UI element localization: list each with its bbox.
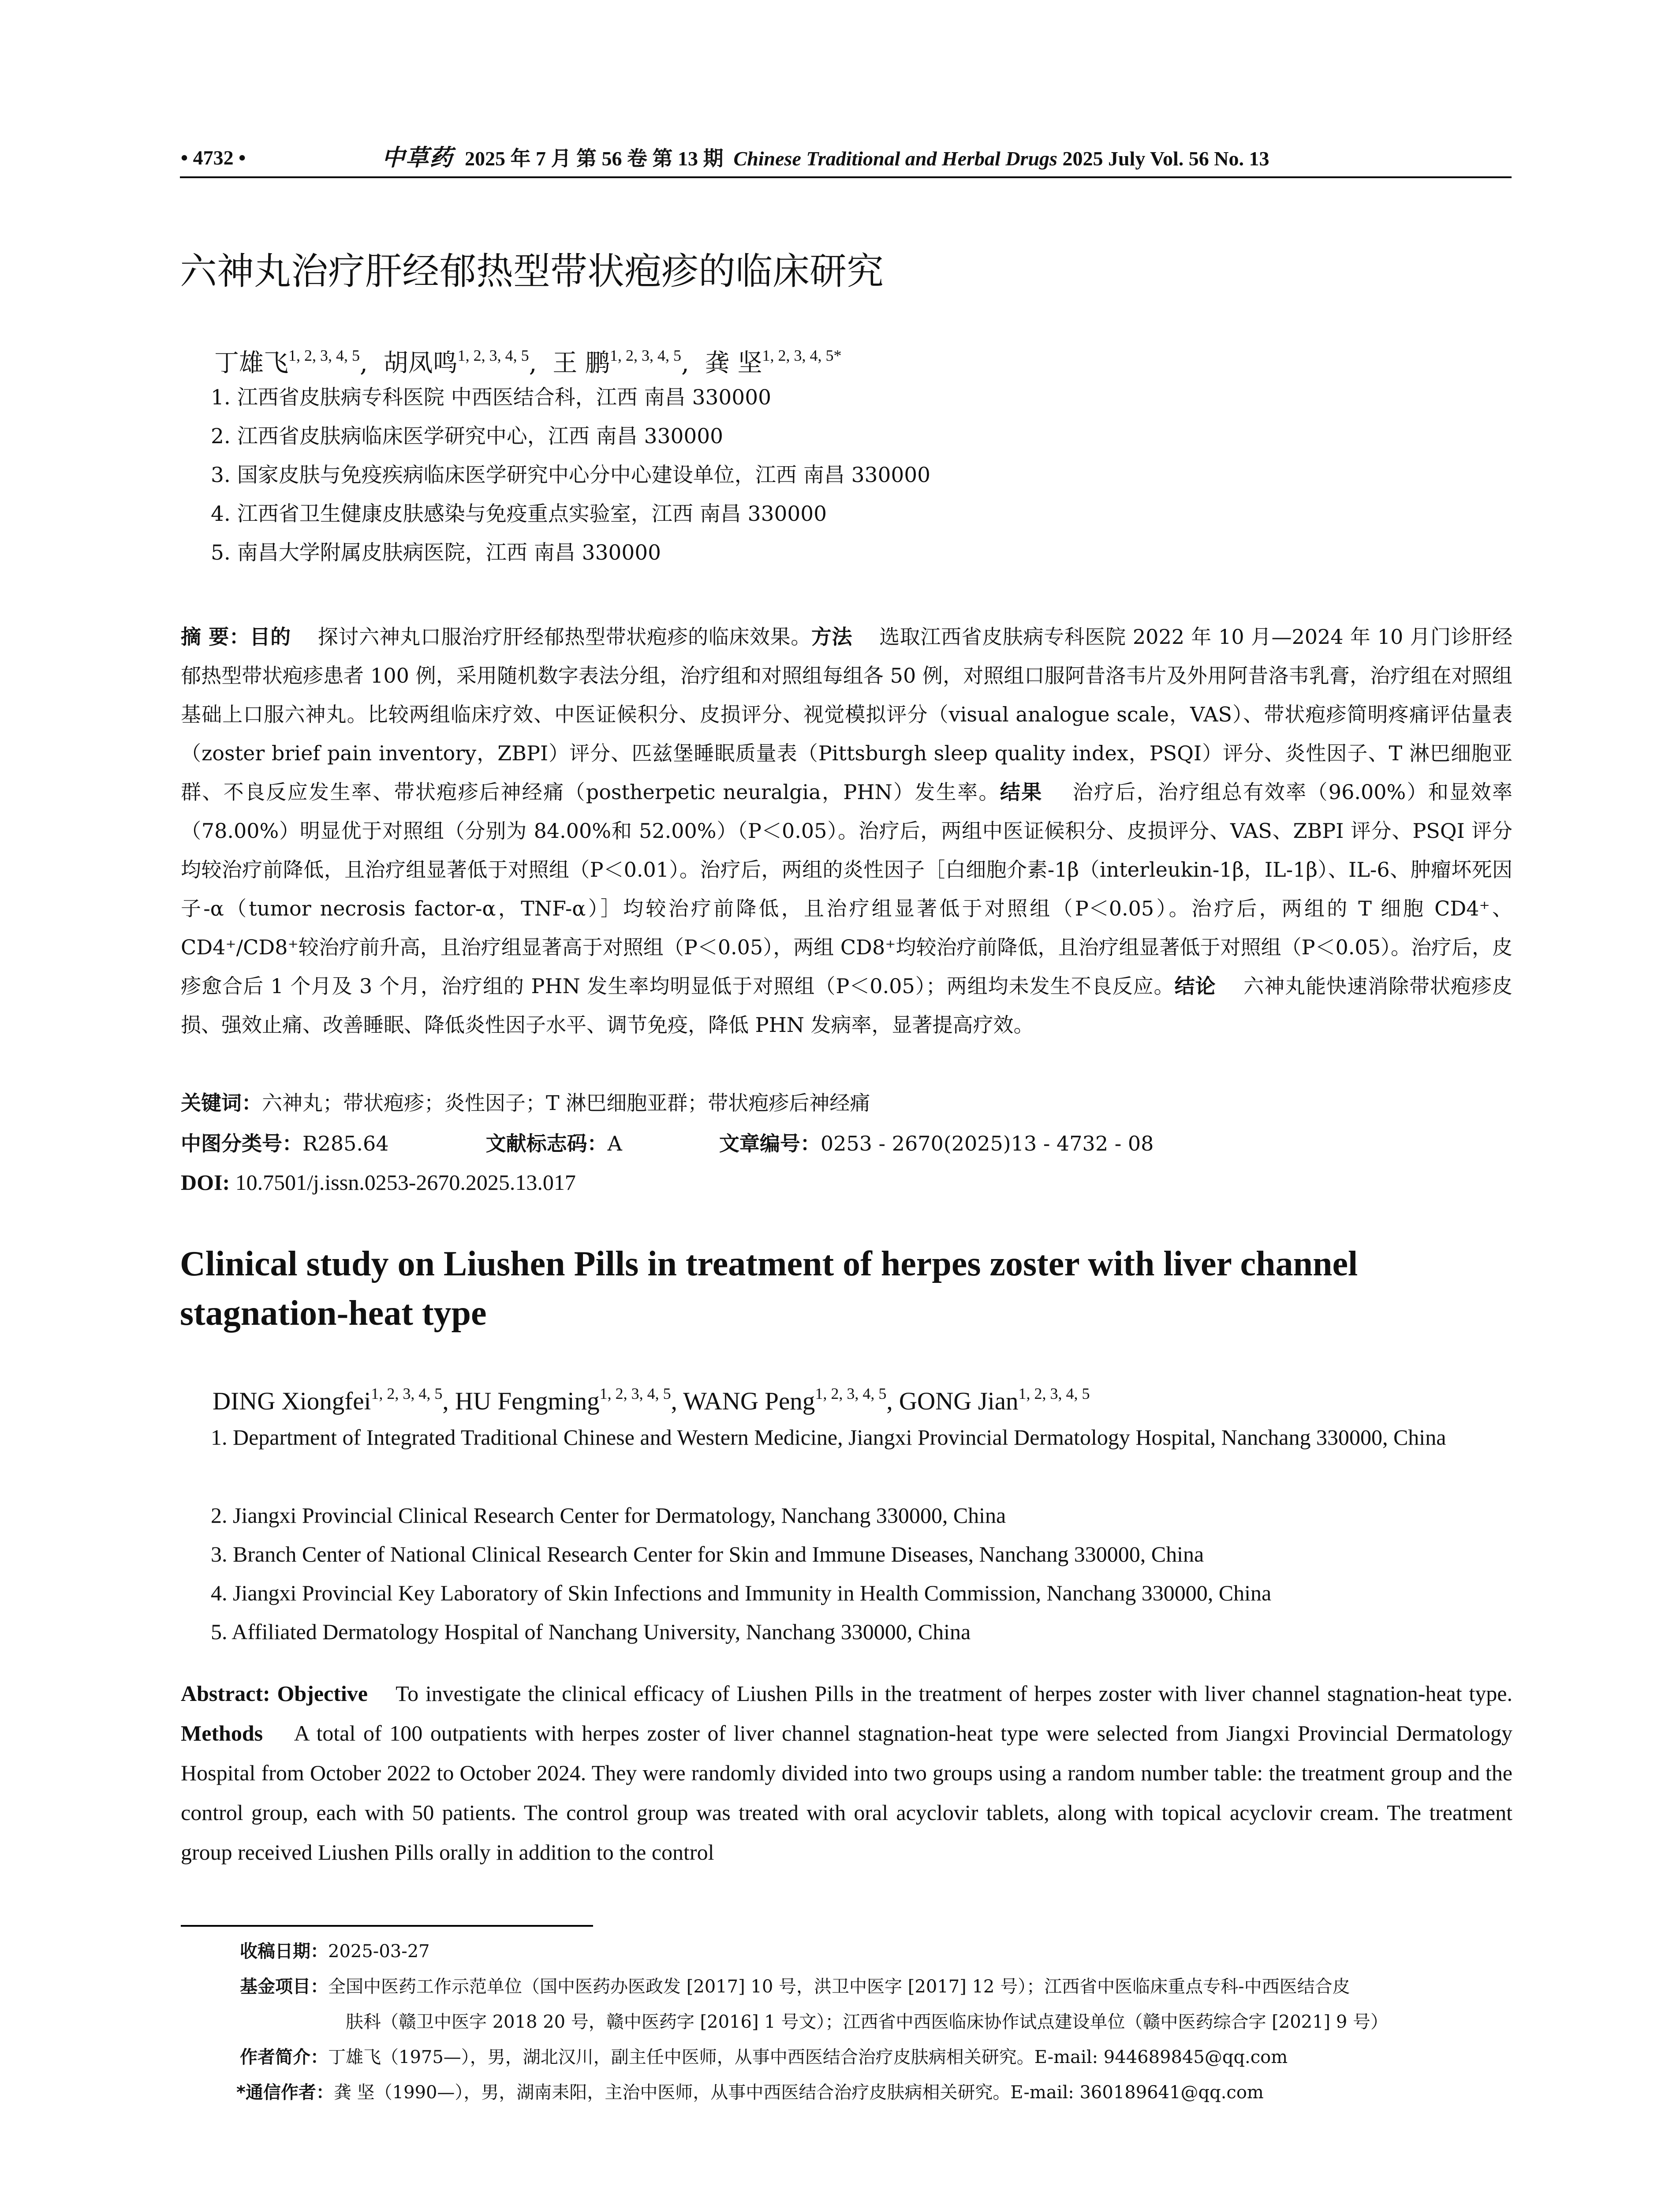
- footnote-author: 作者简介：丁雄飞（1975—），男，湖北汉川，副主任中医师，从事中西医结合治疗皮肤病相关研究。E-mail: 944689845@qq.com: [240, 2047, 1288, 2067]
- affiliation-cn: 3. 国家皮肤与免疫疾病临床医学研究中心分中心建设单位，江西 南昌 330000: [211, 463, 931, 487]
- results-label: 结果: [1000, 780, 1043, 804]
- author-cn: 龚 坚$^{1, 2, 3, 4, 5*}$: [705, 347, 842, 377]
- footnote-received: 收稿日期：2025-03-27: [240, 1941, 430, 1962]
- keywords-text: 六神丸；带状疱疹；炎性因子；T 淋巴细胞亚群；带状疱疹后神经痛: [262, 1091, 870, 1115]
- clc-label: 中图分类号：: [181, 1132, 302, 1155]
- conclusion-label: 结论: [1174, 974, 1216, 998]
- title-en: Clinical study on Liushen Pills in treatment of herpes zoster with liver channel stagnation-heat type: [180, 1245, 1358, 1333]
- methods-en-text: A total of 100 outpatients with herpes zoster of liver channel stagnation-heat type were selected from Jiangxi Provincial Dermatology Hospital from October 2022 to October 2024. They were randomly divided into two groups using a random number table: the treatment group and the control group, each with 50 patients. The control group was treated with oral acyclovir tablets, along with topical acyclovir cream. The treatment group received Liushen Pills orally in addition to the control: [181, 1721, 1513, 1865]
- doi: [181, 1167, 576, 1198]
- classification: [181, 1128, 1154, 1159]
- doc-code-value: A: [607, 1132, 622, 1155]
- journal-header: [382, 145, 1269, 172]
- affiliation-cn: 5. 南昌大学附属皮肤病医院，江西 南昌 330000: [211, 541, 661, 565]
- objective-label: 目的: [250, 625, 291, 649]
- methods-text: 选取江西省皮肤病专科医院 2022 年 10 月—2024 年 10 月门诊肝经郁热型带状疱疹患者 100 例，采用随机数字表法分组，治疗组和对照组每组各 50 例，对照组口服阿昔洛韦片及外用阿昔洛韦乳膏，治疗组在对照组基础上口服六神丸。比较两组临床疗效、中医证候积分、皮损评分、视觉模拟评分（visual analogue scale，VAS）、带状疱疹简明疼痛评估量表（zoster brief pain inventory，ZBPI）评分、匹兹堡睡眠质量表（Pittsburgh sleep quality index，PSQI）评分、炎性因子、T 淋巴细胞亚群、不良反应发生率、带状疱疹后神经痛（postherpetic neuralgia，PHN）发生率。: [181, 625, 1512, 804]
- results-text: 治疗后，治疗组总有效率（96.00%）和显效率（78.00%）明显优于对照组（分别为 84.00%和 52.00%）（P＜0.05）。治疗后，两组中医证候积分、皮损评分、VAS、ZBPI 评分、PSQI 评分均较治疗前降低，且治疗组显著低于对照组（P＜0.01）。治疗后，两组的炎性因子［白细胞介素-1β（interleukin-1β，IL-1β）、IL-6、肿瘤坏死因子-α（tumor necrosis factor-α，TNF-α）］均较治疗前降低，且治疗组显著低于对照组（P＜0.05）。治疗后，两组的 T 细胞 CD4⁺、CD4⁺/CD8⁺较治疗前升高，且治疗组显著高于对照组（P＜0.05），两组 CD8⁺均较治疗前降低，且治疗组显著低于对照组（P＜0.05）。治疗后，皮疹愈合后 1 个月及 3 个月，治疗组的 PHN 发生率均明显低于对照组（P＜0.05）；两组均未发生不良反应。: [181, 780, 1512, 998]
- journal-name-en: Chinese Traditional and Herbal Drugs: [733, 147, 1057, 170]
- keywords: [181, 1088, 870, 1118]
- footnote-rule: [181, 1925, 593, 1927]
- affiliation-en: 1. Department of Integrated Traditional Chinese and Western Medicine, Jiangxi Provincial Dermatology Hospital, Nanchang 330000, China: [211, 1425, 1446, 1450]
- affiliation-en: 4. Jiangxi Provincial Key Laboratory of Skin Infections and Immunity in Health Commission, Nanchang 330000, China: [211, 1581, 1272, 1605]
- title-cn: 六神丸治疗肝经郁热型带状疱疹的临床研究: [180, 250, 884, 293]
- author-en: GONG Jian$^{1, 2, 3, 4, 5}$: [899, 1385, 1090, 1415]
- abstract-en: [181, 1674, 1512, 1872]
- footnote-fund: 基金项目：全国中医药工作示范单位（国中医药办医政发 [2017] 10 号，洪卫中医字 [2017] 12 号）；江西省中医临床重点专科-中西医结合皮: [240, 1977, 1350, 1997]
- affiliation-en: 3. Branch Center of National Clinical Research Center for Skin and Immune Diseases, Nanchang 330000, China: [211, 1542, 1204, 1566]
- keywords-label: 关键词：: [181, 1091, 262, 1115]
- affiliation-cn: 4. 江西省卫生健康皮肤感染与免疫重点实验室，江西 南昌 330000: [211, 502, 827, 526]
- clc-value: R285.64: [302, 1132, 389, 1155]
- affiliation-cn: 2. 江西省皮肤病临床医学研究中心，江西 南昌 330000: [211, 424, 724, 448]
- footnote-corresponding: *通信作者：龚 坚（1990—），男，湖南耒阳，主治中医师，从事中西医结合治疗皮肤病相关研究。E-mail: 360189641@qq.com: [236, 2082, 1264, 2103]
- methods-en-label: Methods: [181, 1721, 263, 1745]
- methods-label: 方法: [811, 625, 853, 649]
- objective-text: 探讨六神丸口服治疗肝经郁热型带状疱疹的临床效果。: [317, 625, 811, 649]
- issue-cn: 2025 年 7 月 第 56 卷 第 13 期: [465, 147, 724, 170]
- header-rule: [180, 176, 1512, 178]
- author-cn: 胡凤鸣$^{1, 2, 3, 4, 5}$,: [383, 347, 545, 377]
- abstract-cn: [181, 617, 1512, 1044]
- authors-cn: [214, 338, 849, 381]
- conclusion-text: 六神丸能快速消除带状疱疹皮损、强效止痛、改善睡眠、降低炎性因子水平、调节免疫，降低 PHN 发病率，显著提高疗效。: [181, 974, 1513, 1037]
- author-cn: 王 鹏$^{1, 2, 3, 4, 5}$,: [553, 347, 697, 377]
- abstract-en-label: Abstract: Objective: [181, 1681, 368, 1706]
- author-en: HU Fengming$^{1, 2, 3, 4, 5}$,: [455, 1385, 683, 1415]
- authors-en: [213, 1376, 1090, 1419]
- issue-en: 2025 July Vol. 56 No. 13: [1062, 147, 1269, 170]
- objective-en-text: To investigate the clinical efficacy of Liushen Pills in the treatment of herpes zoster with liver channel stagnation-heat type.: [396, 1681, 1512, 1706]
- journal-logo: 中草药: [382, 144, 454, 171]
- author-en: DING Xiongfei$^{1, 2, 3, 4, 5}$,: [213, 1385, 455, 1415]
- author-cn: 丁雄飞$^{1, 2, 3, 4, 5}$,: [214, 347, 376, 377]
- article-id-value: 0253 - 2670(2025)13 - 4732 - 08: [820, 1132, 1154, 1155]
- article-id-label: 文章编号：: [719, 1132, 821, 1155]
- footnote-fund-cont: 肤科（赣卫中医字 2018 20 号，赣中医药字 [2016] 1 号文）；江西省中西医临床协作试点建设单位（赣中医药综合字 [2021] 9 号）: [346, 2012, 1389, 2032]
- doc-code-label: 文献标志码：: [485, 1132, 608, 1155]
- author-en: WANG Peng$^{1, 2, 3, 4, 5}$,: [683, 1385, 899, 1415]
- abstract-label: 摘 要：: [181, 625, 250, 649]
- page-number: • 4732 •: [181, 146, 246, 169]
- doi-value: 10.7501/j.issn.0253-2670.2025.13.017: [235, 1170, 576, 1195]
- doi-label: DOI:: [181, 1170, 230, 1195]
- affiliation-en: 2. Jiangxi Provincial Clinical Research Center for Dermatology, Nanchang 330000, China: [211, 1503, 1006, 1528]
- affiliation-en: 5. Affiliated Dermatology Hospital of Nanchang University, Nanchang 330000, China: [211, 1619, 971, 1644]
- affiliation-cn: 1. 江西省皮肤病专科医院 中西医结合科，江西 南昌 330000: [211, 385, 772, 410]
